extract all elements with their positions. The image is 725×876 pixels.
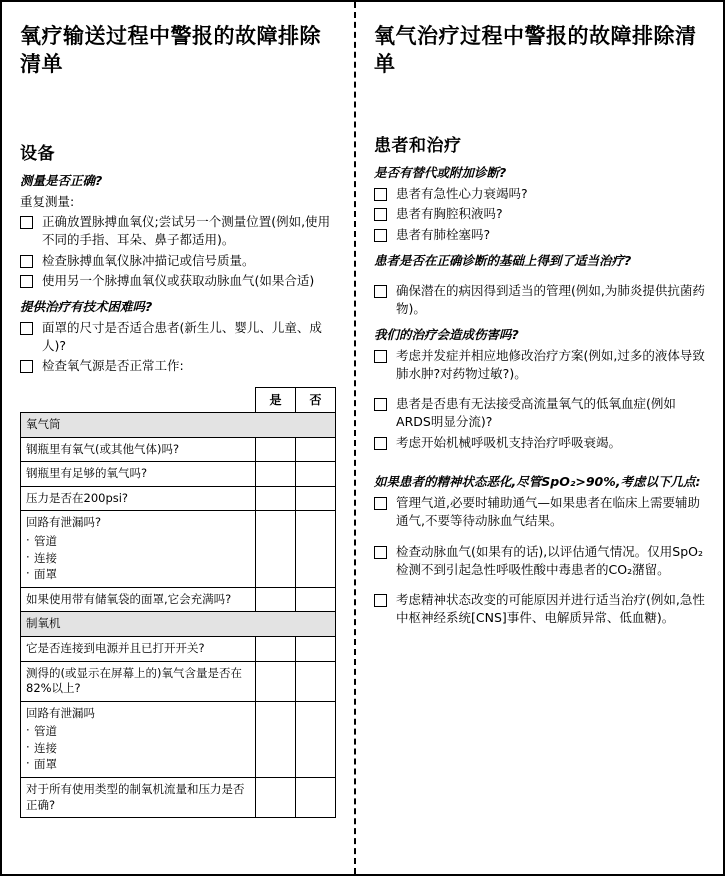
right-checklist-item[interactable]: [374, 347, 705, 383]
two-column-layout: [2, 2, 723, 874]
right-section-title: 患者和治疗: [374, 135, 462, 156]
spacer: [374, 455, 705, 465]
right-subheading-diagnosis: 是否有替代或附加诊断?: [374, 164, 507, 180]
spacer: [374, 386, 705, 392]
right-checklist-item[interactable]: [374, 543, 705, 579]
left-document-title: 氧疗输送过程中警报的故障排除清单: [20, 24, 321, 77]
cell-no[interactable]: [296, 587, 336, 612]
left-checklist-item[interactable]: [20, 213, 336, 249]
checkbox[interactable]: [374, 350, 387, 363]
checkbox[interactable]: [20, 360, 33, 373]
table-row: [21, 778, 336, 818]
right-checklist-item[interactable]: [374, 185, 705, 203]
cell-no[interactable]: [296, 462, 336, 487]
equipment-check-table: [20, 387, 336, 818]
row-text: 它是否连接到电源并且已打开开关?: [21, 637, 256, 662]
table-row: [21, 637, 336, 662]
checklist-item-label: 正确放置脉搏血氧仪;尝试另一个测量位置(例如,使用不同的手指、耳朵、鼻子都适用)。: [42, 214, 331, 247]
row-text: 钢瓶里有足够的氧气吗?: [21, 462, 256, 487]
row-text: 回路有泄漏吗?: [26, 515, 102, 530]
checklist-item-label: 检查动脉血气(如果有的话),以评估通气情况。仅用SpO₂检测不到引起急性呼吸性酸中毒患者的CO₂潴留。: [396, 543, 703, 577]
checkbox[interactable]: [374, 437, 387, 450]
cell-no[interactable]: [296, 511, 336, 588]
cell-yes[interactable]: [256, 661, 296, 701]
checkbox[interactable]: [374, 229, 387, 242]
checklist-item-label: 考虑并发症并相应地修改治疗方案(例如,过多的液体导致肺水肿?对药物过敏?)。: [396, 347, 705, 381]
checkbox[interactable]: [374, 594, 387, 607]
bullet-item: · 面罩: [26, 566, 250, 583]
table-row: [21, 701, 336, 778]
bullet-item: · 连接: [26, 740, 250, 757]
cell-yes[interactable]: [256, 462, 296, 487]
bullet-item: · 管道: [26, 533, 250, 550]
row-text: 压力是否在200psi?: [21, 486, 256, 511]
spacer: [374, 582, 705, 588]
checklist-item-label: 患者是否患有无法接受高流量氧气的低氧血症(例如ARDS明显分流)?: [396, 396, 676, 430]
right-document-title: 氧气治疗过程中警报的故障排除清单: [374, 24, 697, 77]
left-title-spacer: [20, 79, 336, 139]
checkbox[interactable]: [374, 188, 387, 201]
checkbox[interactable]: [20, 216, 33, 229]
right-checklist-item[interactable]: [374, 226, 705, 244]
row-text: 测得的(或显示在屏幕上的)氧气含量是否在82%以上?: [21, 661, 256, 701]
table-group-row: [21, 612, 336, 637]
table-group-row: [21, 413, 336, 438]
right-checklist-item[interactable]: [374, 434, 705, 452]
cell-yes[interactable]: [256, 587, 296, 612]
checkbox[interactable]: [374, 497, 387, 510]
right-subheading-mental-status: 如果患者的精神状态恶化,尽管SpO₂>90%,考虑以下几点:: [374, 474, 701, 490]
table-row: [21, 661, 336, 701]
cell-yes[interactable]: [256, 778, 296, 818]
cell-no[interactable]: [296, 701, 336, 778]
table-header-row: [21, 388, 336, 413]
row-text: 钢瓶里有氧气(或其他气体)吗?: [21, 437, 256, 462]
row-text-with-bullets: [21, 511, 256, 588]
checkbox[interactable]: [20, 322, 33, 335]
checkbox[interactable]: [20, 275, 33, 288]
right-subheading-harm: 我们的治疗会造成伤害吗?: [374, 326, 519, 342]
right-checklist-item[interactable]: [374, 395, 705, 431]
cell-yes[interactable]: [256, 637, 296, 662]
row-text-with-bullets: [21, 701, 256, 778]
group-label-concentrator: 制氧机: [21, 612, 336, 637]
row-text: 如果使用带有储氧袋的面罩,它会充满吗?: [21, 587, 256, 612]
left-section-title: 设备: [20, 143, 55, 164]
right-checklist-item[interactable]: [374, 282, 705, 318]
table-header-blank: [21, 388, 256, 413]
left-checklist-item[interactable]: [20, 272, 336, 290]
checkbox[interactable]: [374, 546, 387, 559]
cell-no[interactable]: [296, 778, 336, 818]
right-checklist-item[interactable]: [374, 494, 705, 530]
bullet-item: · 面罩: [26, 756, 250, 773]
row-bullet-list: [26, 723, 250, 773]
left-subheading-technical: 提供治疗有技术困难吗?: [20, 299, 153, 315]
table-row: [21, 587, 336, 612]
row-text: 对于所有使用类型的制氧机流量和压力是否正确?: [21, 778, 256, 818]
left-checklist-item[interactable]: [20, 319, 336, 355]
checklist-item-label: 确保潜在的病因得到适当的管理(例如,为肺炎提供抗菌药物)。: [396, 282, 705, 316]
checklist-item-label: 检查氧气源是否正常工作:: [42, 358, 184, 374]
table-row: [21, 486, 336, 511]
left-column: [2, 2, 356, 874]
cell-yes[interactable]: [256, 437, 296, 462]
checklist-item-label: 考虑开始机械呼吸机支持治疗呼吸衰竭。: [396, 435, 622, 451]
cell-no[interactable]: [296, 661, 336, 701]
cell-yes[interactable]: [256, 486, 296, 511]
column-header-no: 否: [296, 388, 336, 413]
right-subheading-proper-treatment: 患者是否在正确诊断的基础上得到了适当治疗?: [374, 252, 632, 268]
table-row: [21, 462, 336, 487]
cell-yes[interactable]: [256, 701, 296, 778]
left-checklist-item[interactable]: [20, 252, 336, 270]
cell-yes[interactable]: [256, 511, 296, 588]
right-title-spacer: [374, 79, 705, 131]
checklist-item-label: 患者有肺栓塞吗?: [396, 227, 491, 243]
checklist-item-label: 面罩的尺寸是否适合患者(新生儿、婴儿、儿童、成人)?: [42, 319, 322, 353]
checkbox[interactable]: [374, 285, 387, 298]
right-column: [356, 2, 723, 874]
row-bullet-list: [26, 533, 250, 583]
table-row: [21, 437, 336, 462]
checklist-item-label: 检查脉搏血氧仪脉冲描记或信号质量。: [42, 252, 255, 268]
table-row: [21, 511, 336, 588]
column-header-yes: 是: [256, 388, 296, 413]
spacer: [374, 534, 705, 540]
spacer: [374, 273, 705, 279]
cell-no[interactable]: [296, 437, 336, 462]
checklist-item-label: 患者有胸腔积液吗?: [396, 206, 503, 222]
row-text: 回路有泄漏吗: [26, 705, 95, 720]
cell-no[interactable]: [296, 637, 336, 662]
bullet-item: · 管道: [26, 723, 250, 740]
checkbox[interactable]: [20, 255, 33, 268]
checklist-item-label: 管理气道,必要时辅助通气—如果患者在临床上需要辅助通气,不要等待动脉血气结果。: [396, 495, 701, 529]
checklist-item-label: 患者有急性心力衰竭吗?: [396, 185, 528, 201]
checkbox[interactable]: [374, 208, 387, 221]
group-label-cylinder: 氧气筒: [21, 413, 336, 438]
left-checklist-item[interactable]: [20, 357, 336, 375]
checkbox[interactable]: [374, 398, 387, 411]
checklist-item-label: 考虑精神状态改变的可能原因并进行适当治疗(例如,急性中枢神经系统[CNS]事件、电解质异常、低血糖)。: [396, 591, 705, 625]
bullet-item: · 连接: [26, 550, 250, 567]
left-subheading-measurement: 测量是否正确?: [20, 172, 103, 188]
checklist-item-label: 使用另一个脉搏血氧仪或获取动脉血气(如果合适): [42, 273, 315, 289]
right-checklist-item[interactable]: [374, 591, 705, 627]
cell-no[interactable]: [296, 486, 336, 511]
right-checklist-item[interactable]: [374, 205, 705, 223]
left-repeat-measure-line: 重复测量:: [20, 193, 75, 209]
